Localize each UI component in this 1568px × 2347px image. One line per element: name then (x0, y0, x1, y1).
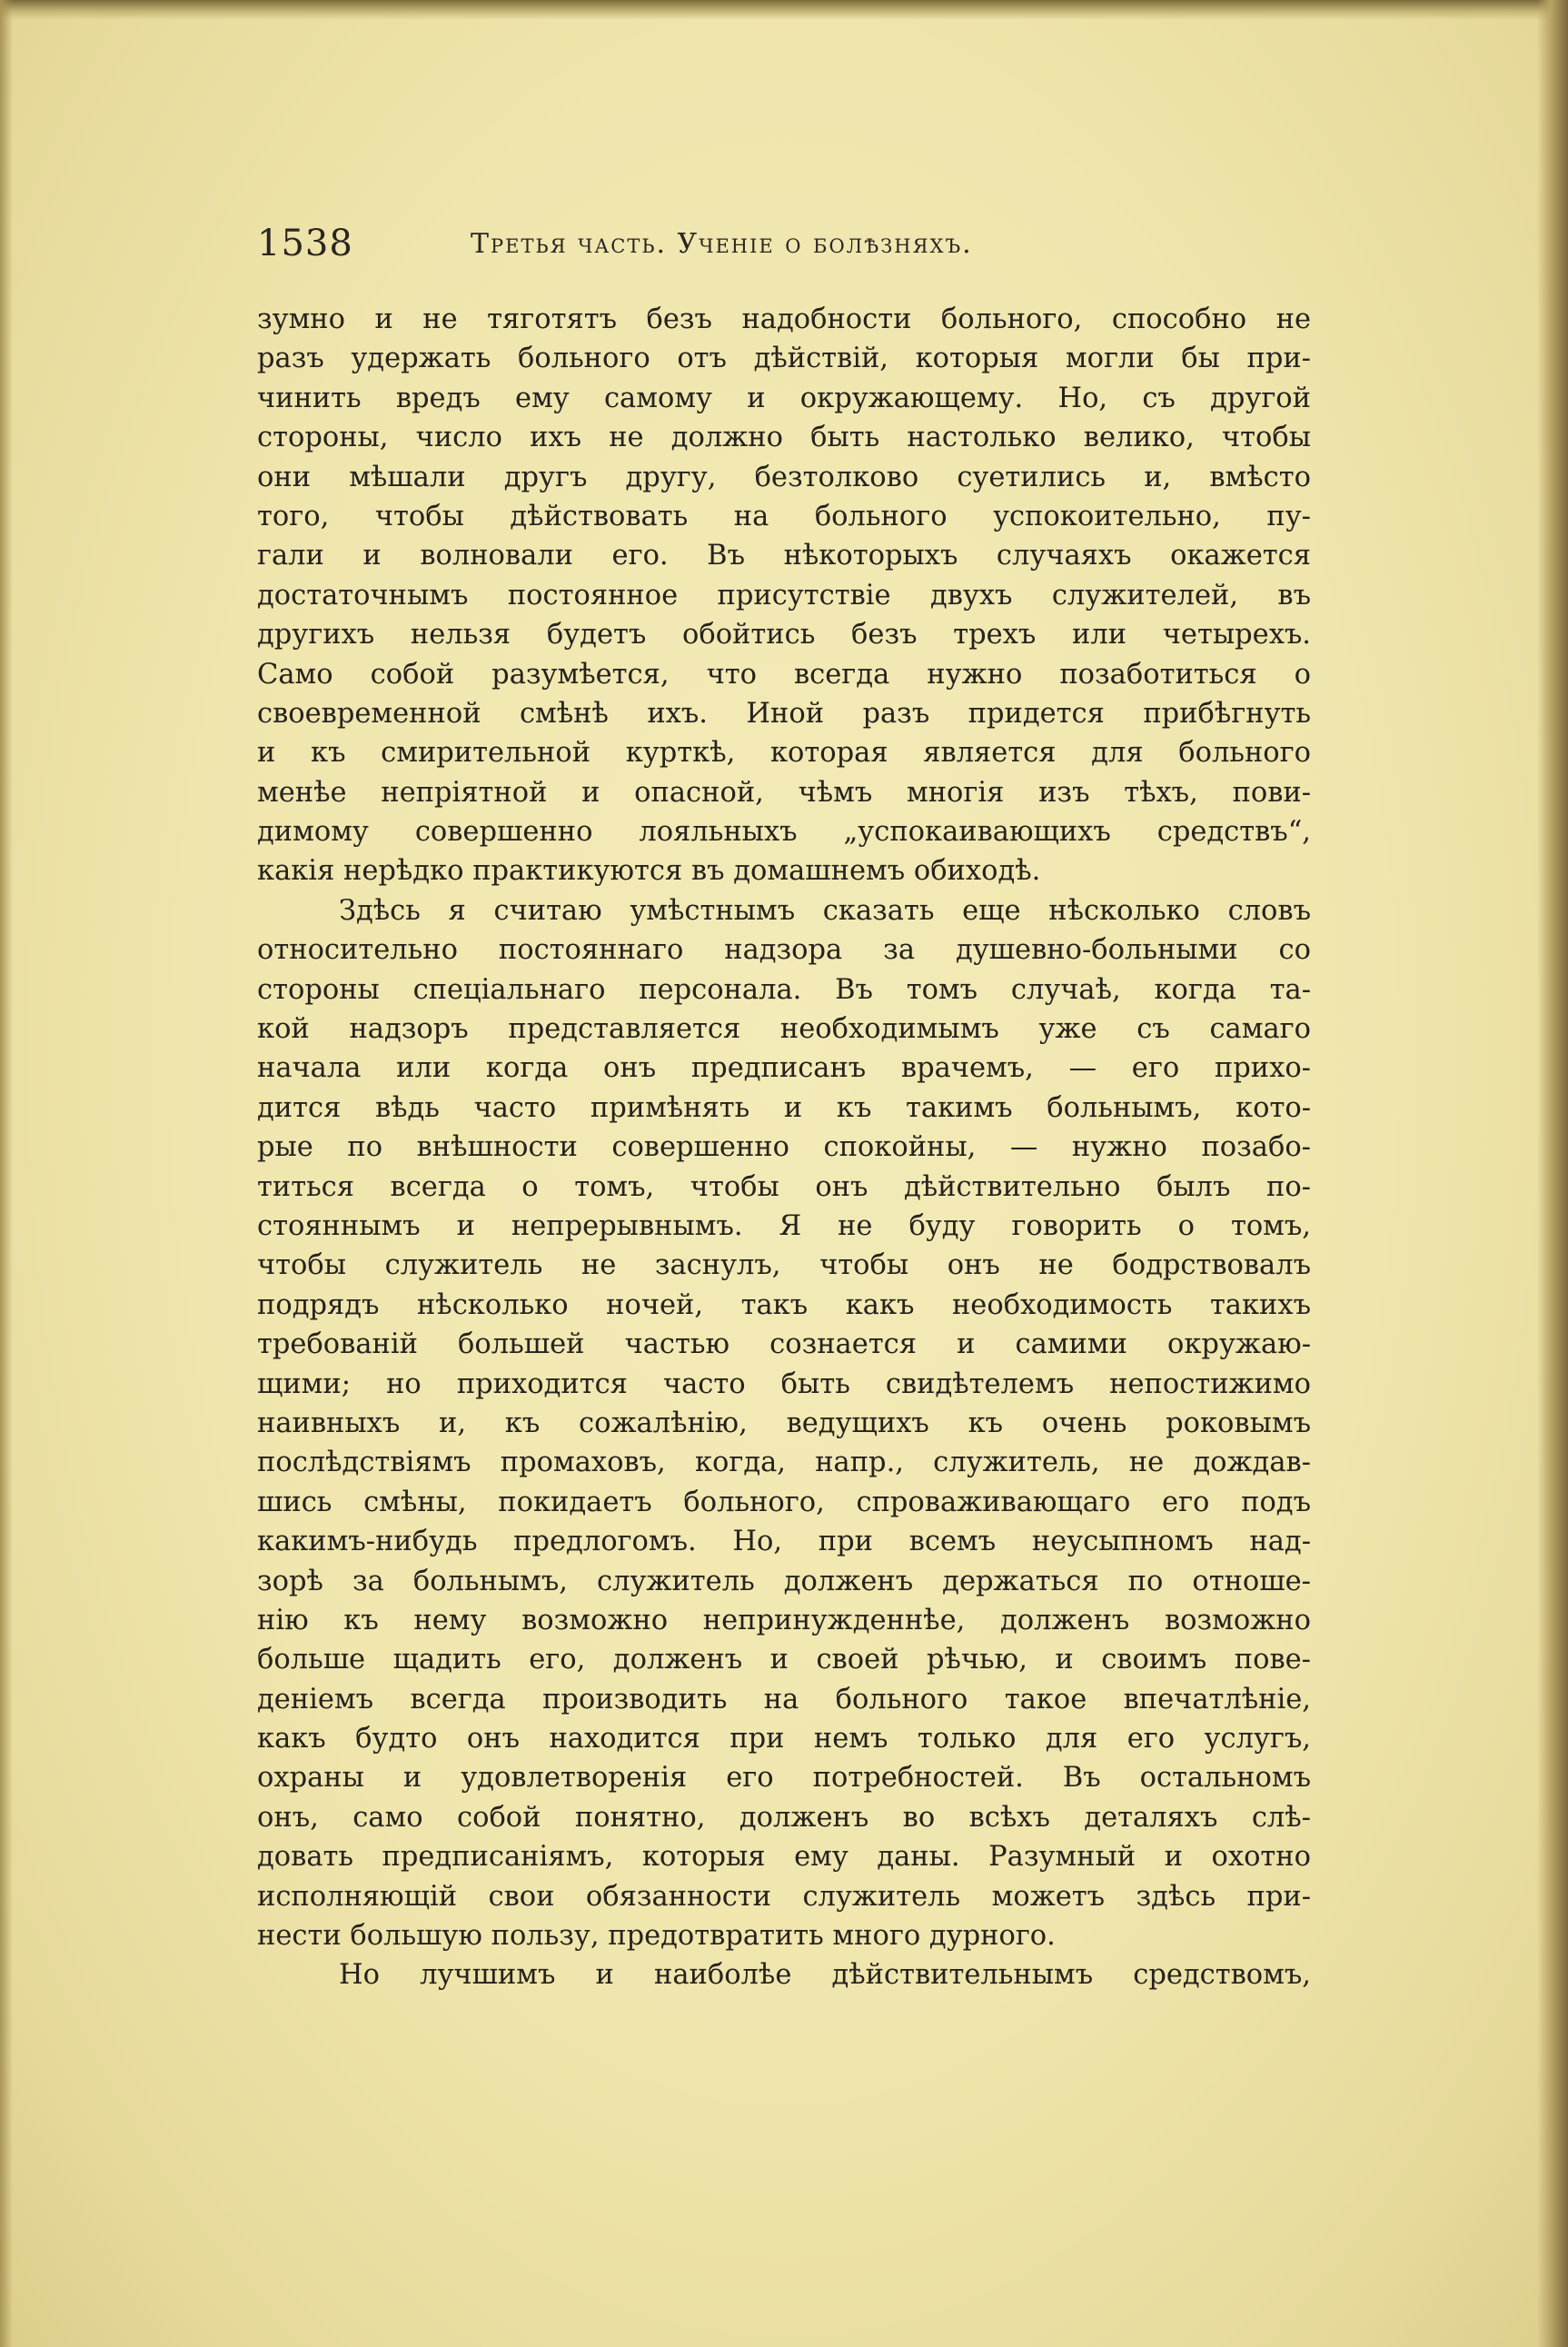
text-line: какія нерѣдко практикуются въ домашнемъ обиходѣ. (257, 855, 1041, 888)
text-line: того, чтобы дѣйствовать на больного успокоительно, пу- (257, 500, 1311, 532)
text-line: щими; но приходится часто быть свидѣтелемъ непостижимо (257, 1367, 1311, 1400)
page-number: 1538 (257, 223, 353, 264)
text-line: Но лучшимъ и наиболѣе дѣйствительнымъ средствомъ, (339, 1959, 1311, 1992)
text-line: зорѣ за больнымъ, служитель долженъ держаться по отноше- (257, 1565, 1311, 1597)
text-line: шись смѣны, покидаетъ больного, спроваживающаго его подъ (257, 1486, 1311, 1518)
text-line: Здѣсь я считаю умѣстнымъ сказать еще нѣсколько словъ (339, 894, 1311, 927)
text-line: охраны и удовлетворенія его потребностей. Въ остальномъ (257, 1762, 1311, 1795)
text-line: требованій большей частью сознается и самими окружаю- (257, 1328, 1311, 1361)
text-line: стояннымъ и непрерывнымъ. Я не буду говорить о томъ, (257, 1209, 1311, 1242)
text-line: Само собой разумѣется, что всегда нужно позаботиться о (257, 658, 1311, 691)
text-line: наивныхъ и, къ сожалѣнію, ведущихъ къ очень роковымъ (257, 1407, 1311, 1439)
page-top-shadow (0, 0, 1568, 20)
text-line: довать предписаніямъ, которыя ему даны. Разумный и охотно (257, 1841, 1311, 1874)
running-head: Третья часть. Ученіе о болѣзняхъ. (471, 228, 973, 260)
page-left-shadow (0, 0, 13, 2347)
page-header (257, 223, 1311, 268)
text-line: гали и волновали его. Въ нѣкоторыхъ случаяхъ окажется (257, 540, 1311, 572)
text-line: димому совершенно лояльныхъ „успокаивающихъ средствъ“, (257, 816, 1311, 849)
text-line: больше щадить его, долженъ и своей рѣчью, и своимъ пове- (257, 1644, 1311, 1676)
text-line: своевременной смѣнѣ ихъ. Иной разъ придется прибѣгнуть (257, 697, 1311, 730)
text-line: зумно и не тяготятъ безъ надобности больного, способно не (257, 303, 1311, 335)
text-line: какимъ-нибудь предлогомъ. Но, при всемъ неусыпномъ над- (257, 1526, 1311, 1558)
text-line: нію къ нему возможно непринужденнѣе, долженъ возможно (257, 1604, 1311, 1636)
text-line: чтобы служитель не заснулъ, чтобы онъ не бодрствовалъ (257, 1249, 1311, 1282)
text-line: достаточнымъ постоянное присутствіе двухъ служителей, въ (257, 579, 1311, 612)
text-line: дится вѣдь часто примѣнять и къ такимъ больнымъ, кото- (257, 1091, 1311, 1124)
text-line: относительно постояннаго надзора за душевно-больными со (257, 934, 1311, 967)
body-text (257, 300, 1311, 1995)
text-line: деніемъ всегда производить на больного такое впечатлѣніе, (257, 1683, 1311, 1715)
text-line: титься всегда о томъ, чтобы онъ дѣйствительно былъ по- (257, 1170, 1311, 1203)
page-right-shadow (1537, 0, 1568, 2347)
text-line: рые по внѣшности совершенно спокойны, — нужно позабо- (257, 1131, 1311, 1164)
text-line: другихъ нельзя будетъ обойтись безъ трехъ или четырехъ. (257, 619, 1311, 651)
text-line: послѣдствіямъ промаховъ, когда, напр., служитель, не дождав- (257, 1447, 1311, 1479)
text-line: чинить вредъ ему самому и окружающему. Но, съ другой (257, 382, 1311, 414)
text-line: онъ, само собой понятно, долженъ во всѣхъ деталяхъ слѣ- (257, 1801, 1311, 1834)
text-line: нести большую пользу, предотвратить много дурного. (257, 1920, 1056, 1953)
text-line: какъ будто онъ находится при немъ только для его услугъ, (257, 1723, 1311, 1755)
text-line: подрядъ нѣсколько ночей, такъ какъ необходимость такихъ (257, 1288, 1311, 1321)
text-line: и къ смирительной курткѣ, которая является для больного (257, 737, 1311, 770)
text-line: стороны, число ихъ не должно быть настолько велико, чтобы (257, 422, 1311, 454)
text-line: исполняющій свои обязанности служитель можетъ здѣсь при- (257, 1880, 1311, 1913)
text-line: менѣе непріятной и опасной, чѣмъ многія изъ тѣхъ, пови- (257, 776, 1311, 809)
text-line: разъ удержать больного отъ дѣйствій, которыя могли бы при- (257, 343, 1311, 375)
text-line: кой надзоръ представляется необходимымъ уже съ самаго (257, 1013, 1311, 1046)
text-line: начала или когда онъ предписанъ врачемъ, — его прихо- (257, 1052, 1311, 1085)
text-line: стороны спеціальнаго персонала. Въ томъ случаѣ, когда та- (257, 973, 1311, 1006)
text-line: они мѣшали другъ другу, безтолково суетились и, вмѣсто (257, 461, 1311, 493)
